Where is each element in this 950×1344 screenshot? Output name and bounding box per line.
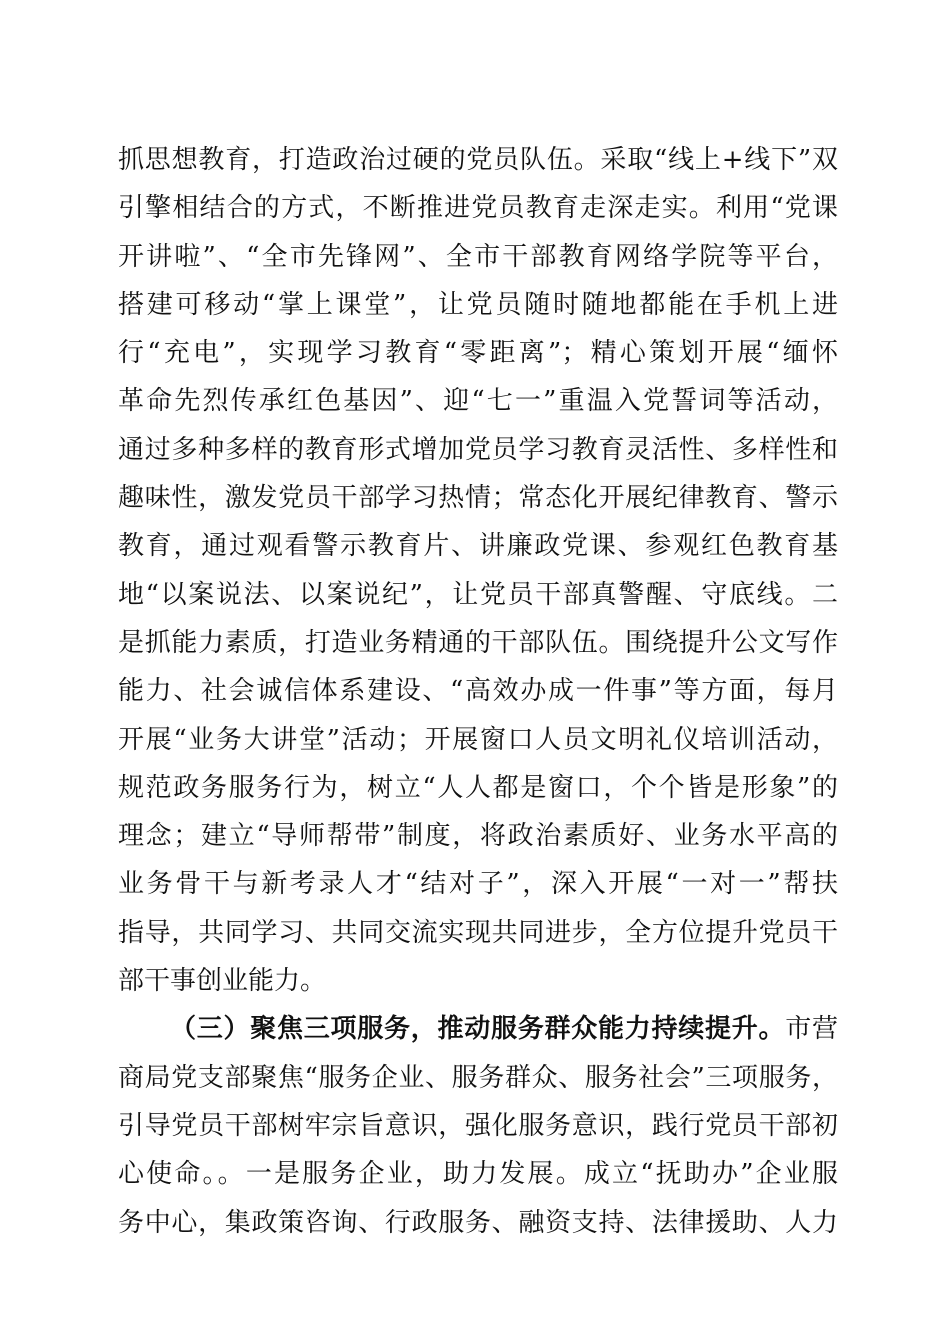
- text-line: 业务骨干与新考录人才“结对子”，深入开展“一对一”帮扶: [118, 869, 838, 900]
- text-line: 是抓能力素质，打造业务精通的干部队伍。围绕提升公文写作: [118, 627, 838, 658]
- text-line: 指导，共同学习、共同交流实现共同进步，全方位提升党员干: [118, 917, 838, 948]
- text-line: 开讲啦”、“全市先锋网”、全市干部教育网络学院等平台，: [118, 241, 838, 272]
- section-heading-line: [118, 1005, 838, 1053]
- text-line: 通过多种多样的教育形式增加党员学习教育灵活性、多样性和: [118, 434, 838, 465]
- text-line: 引导党员干部树牢宗旨意识，强化服务意识，践行党员干部初: [118, 1110, 838, 1141]
- paragraph: [118, 1005, 838, 1246]
- text-line: 开展“业务大讲堂”活动；开展窗口人员文明礼仪培训活动，: [118, 724, 838, 755]
- text-line: 地“以案说法、以案说纪”，让党员干部真警醒、守底线。二: [118, 579, 838, 610]
- section-heading: （三）聚焦三项服务，推动服务群众能力持续提升。: [170, 1014, 786, 1045]
- text-line: 行“充电”，实现学习教育“零距离”；精心策划开展“缅怀: [118, 338, 838, 369]
- text-line: 引擎相结合的方式，不断推进党员教育走深走实。利用“党课: [118, 193, 838, 224]
- text-line: 务中心，集政策咨询、行政服务、融资支持、法律援助、人力: [118, 1207, 838, 1238]
- text-line: 商局党支部聚焦“服务企业、服务群众、服务社会”三项服务，: [118, 1062, 838, 1093]
- text-line: 能力、社会诚信体系建设、“高效办成一件事”等方面，每月: [118, 676, 838, 707]
- text-line: 趣味性，激发党员干部学习热情；常态化开展纪律教育、警示: [118, 483, 838, 514]
- body-text: [118, 136, 838, 1247]
- text-line: 革命先烈传承红色基因”、迎“七一”重温入党誓词等活动，: [118, 386, 838, 417]
- text-line: 抓思想教育，打造政治过硬的党员队伍。采取“线上+线下”双: [118, 145, 838, 175]
- text-line: 理念；建立“导师帮带”制度，将政治素质好、业务水平高的: [118, 821, 838, 852]
- text-line: 搭建可移动“掌上课堂”，让党员随时随地都能在手机上进: [118, 289, 838, 320]
- text-line: 心使命。。一是服务企业，助力发展。成立“抚助办”企业服: [118, 1159, 838, 1190]
- heading-line-rest: 市营: [785, 1014, 838, 1045]
- text-line: 部干事创业能力。: [118, 966, 327, 997]
- paragraph: [118, 136, 838, 1005]
- text-line: 规范政务服务行为，树立“人人都是窗口，个个皆是形象”的: [118, 772, 838, 803]
- text-line: 教育，通过观看警示教育片、讲廉政党课、参观红色教育基: [118, 531, 838, 562]
